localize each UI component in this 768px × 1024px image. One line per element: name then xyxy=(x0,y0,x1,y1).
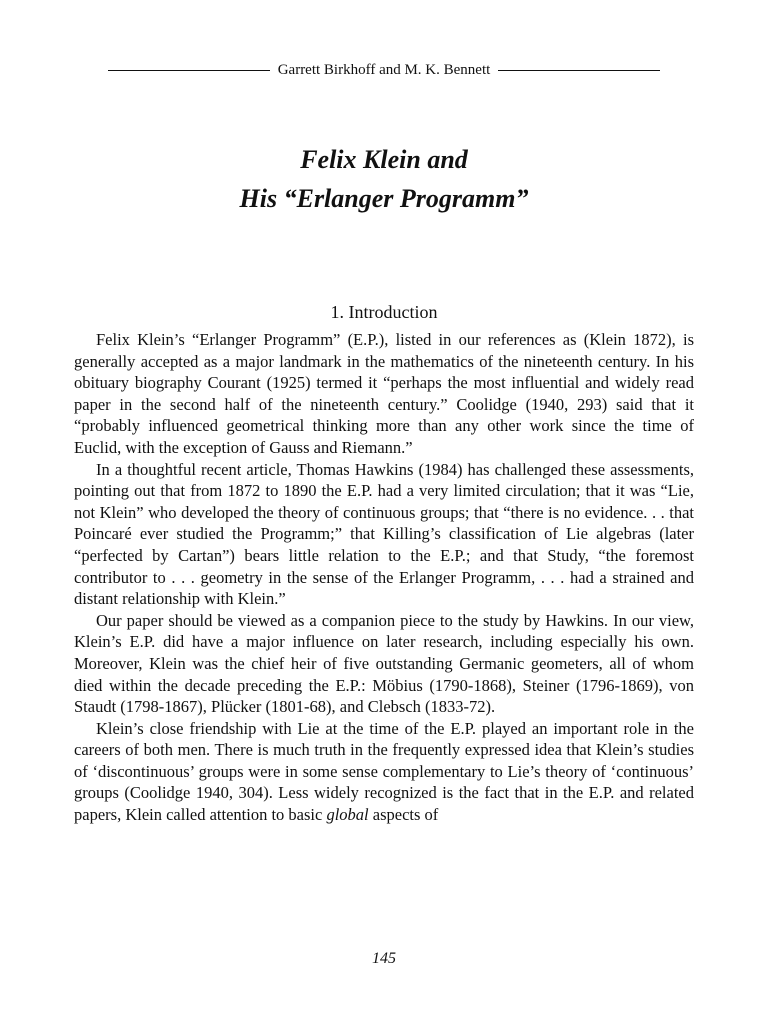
page-number: 145 xyxy=(372,950,396,967)
section-heading: 1. Introduction xyxy=(330,302,438,322)
paragraph-4-text-end: aspects of xyxy=(368,805,439,825)
paragraph-4-emphasis: global xyxy=(326,805,369,825)
paragraph-4 xyxy=(74,718,694,826)
running-head xyxy=(108,62,660,79)
paragraph-2: In a thoughtful recent article, Thomas Hawkins (1984) has challenged these assessments, pointing out that from 1872 to 1890 the E.P. had a very limited circulation; that it was “Lie, not Klein” who developed the theory of continuous groups; that “there is no evidence. . . that Poincaré ever studied the Programm;” that Killing’s classification of Lie algebras (later “perfected by Cartan”) bears little relation to the E.P.; and that Study, “the foremost contributor to . . . geometry in the sense of the Erlanger Programm, . . . had a strained and distant relationship with Klein.” xyxy=(74,459,694,609)
paragraph-1: Felix Klein’s “Erlanger Programm” (E.P.), listed in our references as (Klein 1872), is generally accepted as a major landmark in the mathematics of the nineteenth century. In his obituary biography Courant (1925) termed it “perhaps the most influential and widely read paper in the second half of the nineteenth century.” Coolidge (1940, 293) said that it “probably influenced geometrical thinking more than any other work since the time of Euclid, with the exception of Gauss and Riemann.” xyxy=(74,330,694,457)
paragraph-4-text: Klein’s close friendship with Lie at the time of the E.P. played an important role in the careers of both men. There is much truth in the frequently expressed idea that Klein’s studies of ‘discontinuous’ groups were in some sense complementary to Lie’s theory of ‘continuous’ groups (Coolidge 1940, 304). Less widely recognized is the fact that in the E.P. and related papers, Klein called attention to basic xyxy=(74,718,694,825)
article-title-line-1: Felix Klein and xyxy=(300,145,468,174)
running-head-authors: Garrett Birkhoff and M. K. Bennett xyxy=(277,62,491,78)
running-head-rule-right xyxy=(498,70,660,71)
paragraph-3: Our paper should be viewed as a companion piece to the study by Hawkins. In our view, Klein’s E.P. did have a major influence on later research, including especially his own. Moreover, Klein was the chief heir of five outstanding Germanic geometers, all of whom died within the decade preceding the E.P.: Möbius (1790-1868), Steiner (1796-1869), von Staudt (1798-1867), Plücker (1801-68), and Clebsch (1833-72). xyxy=(74,610,694,717)
article-title-line-2: His “Erlanger Programm” xyxy=(239,184,529,213)
running-head-rule-left xyxy=(108,70,270,71)
body-text xyxy=(74,329,694,826)
article-title xyxy=(0,140,768,218)
